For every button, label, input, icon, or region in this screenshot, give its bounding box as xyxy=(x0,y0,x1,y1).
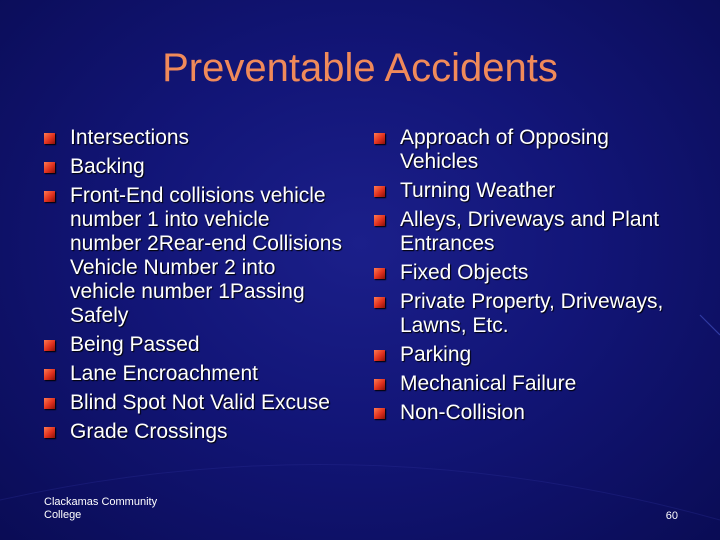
square-bullet-icon xyxy=(374,350,385,361)
square-bullet-icon xyxy=(44,162,55,173)
square-bullet-icon xyxy=(374,379,385,390)
list-item-text: Intersections xyxy=(70,126,190,149)
list-item-text: Grade Crossings xyxy=(70,420,228,443)
square-bullet-icon xyxy=(44,369,55,380)
list-item xyxy=(374,261,674,285)
square-bullet-icon xyxy=(44,427,55,438)
square-bullet-icon xyxy=(374,133,385,144)
list-item xyxy=(44,362,344,386)
left-bullet-list xyxy=(44,126,344,449)
footer-organization: Clackamas Community College xyxy=(44,496,158,521)
list-item-text: Blind Spot Not Valid Excuse xyxy=(70,391,330,414)
list-item-text: Non-Collision xyxy=(400,401,525,424)
list-item-text: Approach of Opposing Vehicles xyxy=(400,126,609,173)
list-item xyxy=(44,420,344,444)
list-item xyxy=(374,126,674,174)
list-item-text: Backing xyxy=(70,155,145,178)
square-bullet-icon xyxy=(44,191,55,202)
list-item-text: Parking xyxy=(400,343,472,366)
list-item-text: Being Passed xyxy=(70,333,200,356)
list-item-text: Private Property, Driveways, Lawns, Etc. xyxy=(400,290,664,337)
page-number: 60 xyxy=(665,510,678,522)
list-item xyxy=(44,391,344,415)
list-item-text: Mechanical Failure xyxy=(400,372,577,395)
list-item xyxy=(374,372,674,396)
list-item xyxy=(44,333,344,357)
list-item xyxy=(44,184,344,328)
square-bullet-icon xyxy=(44,133,55,144)
list-item xyxy=(44,126,344,150)
list-item-text: Fixed Objects xyxy=(400,261,529,284)
square-bullet-icon xyxy=(374,215,385,226)
list-item-text: Lane Encroachment xyxy=(70,362,258,385)
list-item-text: Alleys, Driveways and Plant Entrances xyxy=(400,208,660,255)
list-item-text: Front-End collisions vehicle number 1 into vehicle number 2Rear-end Collisions Vehicle Number 2 into vehicle number 1Passing Safely xyxy=(70,184,342,327)
square-bullet-icon xyxy=(374,297,385,308)
square-bullet-icon xyxy=(374,186,385,197)
list-item-text: Turning Weather xyxy=(400,179,556,202)
list-item xyxy=(374,401,674,425)
right-bullet-list xyxy=(374,126,674,430)
list-item xyxy=(374,290,674,338)
list-item xyxy=(44,155,344,179)
list-item xyxy=(374,208,674,256)
list-item xyxy=(374,179,674,203)
square-bullet-icon xyxy=(44,340,55,351)
slide-title: Preventable Accidents xyxy=(162,46,558,90)
list-item xyxy=(374,343,674,367)
square-bullet-icon xyxy=(374,268,385,279)
square-bullet-icon xyxy=(44,398,55,409)
square-bullet-icon xyxy=(374,408,385,419)
